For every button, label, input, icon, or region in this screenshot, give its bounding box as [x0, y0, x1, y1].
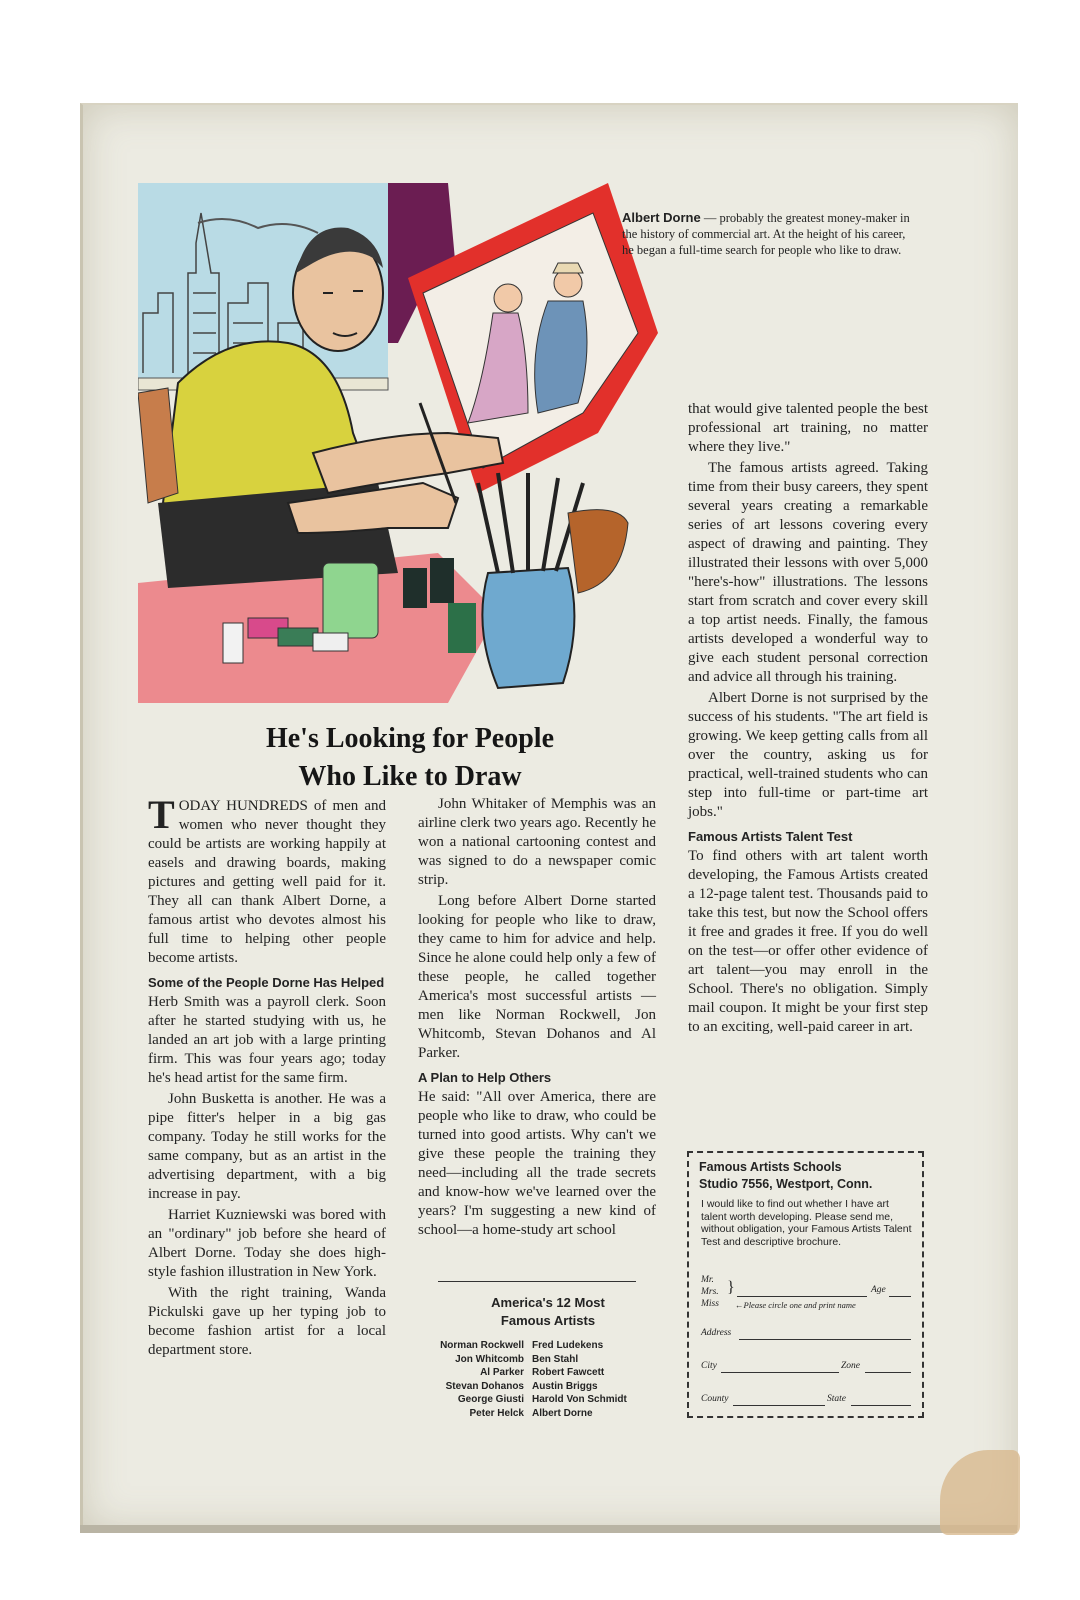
- col1-p1-text: of men and women who never thought they could be artists are working happily at easels and drawing boards, making pictures and getting well paid for it. They all can thank Albert Dorne, a famous artist who devotes almost his full time to helping other people become artists.: [148, 798, 386, 966]
- mr-label[interactable]: Mr.: [701, 1275, 714, 1285]
- lead-in: ODAY HUNDREDS: [178, 798, 308, 814]
- column-3: [688, 400, 928, 1039]
- age-field[interactable]: [889, 1296, 911, 1297]
- artists-list: [412, 1339, 662, 1421]
- age-label: Age: [871, 1285, 886, 1295]
- column-2: [418, 795, 656, 1242]
- caption-name: Albert Dorne: [622, 210, 701, 225]
- brush-jar: [482, 568, 574, 688]
- artist-name: Harold Von Schmidt: [532, 1394, 627, 1406]
- city-field[interactable]: [721, 1372, 839, 1373]
- artist-name: Robert Fawcett: [532, 1367, 605, 1379]
- coupon-title-line-2: Studio 7556, Westport, Conn.: [699, 1177, 873, 1191]
- headline: [140, 720, 680, 796]
- artist-name: Norman Rockwell: [440, 1340, 524, 1351]
- paint-cups: [323, 563, 378, 638]
- subhead-people-helped: Some of the People Dorne Has Helped: [148, 975, 385, 990]
- col3-paragraph-4: To find others with art talent worth developing, the Famous Artists created a 12-page talent test. Thousands paid to take this test, but now the School offers it free and grades it free. If you do well on the test—or offer other evidence of art talent—you may enroll in the School. There's no obligation. Simply mail coupon. It might be your first step to an exciting, well-paid career in art.: [688, 848, 928, 1035]
- artist-row: [412, 1393, 662, 1407]
- artist-row: [412, 1366, 662, 1380]
- chair: [138, 388, 178, 503]
- column-1: [148, 792, 386, 1362]
- ink-bottle-3: [448, 603, 476, 653]
- divider-rule: [438, 1281, 636, 1282]
- col3-paragraph-1: that would give talented people the best professional art training, no matter where they live.": [688, 401, 928, 455]
- col2-paragraph-1: John Whitaker of Memphis was an airline clerk two years ago. Recently he won a national cartooning contest and was signed to do a newspaper comic strip.: [418, 796, 656, 888]
- sketch-man-hat: [553, 263, 583, 273]
- paint-brushes: [478, 473, 583, 573]
- artist-name: George Giusti: [457, 1394, 524, 1406]
- col2-paragraph-3: He said: "All over America, there are people who like to draw, who could be turned into good artists. Why can't we give these people the training they need—including all the trade secrets and know-how we've learned over the years? I'm suggesting a new kind of school—a home-study art school: [418, 1089, 656, 1238]
- mrs-label[interactable]: Mrs.: [701, 1287, 719, 1297]
- subhead-talent-test: Famous Artists Talent Test: [688, 829, 853, 844]
- artist-name: Albert Dorne: [532, 1407, 593, 1419]
- col2-paragraph-2: Long before Albert Dorne started looking for people who like to draw, they came to him for advice and help. Since he alone could help only a few of these people, he called together America's most successful artists —men like Norman Rockwell, Jon Whitcomb, Stevan Dohanos and Al Parker.: [418, 893, 656, 1061]
- artist-name: Peter Helck: [469, 1407, 524, 1419]
- col1-paragraph-4: Harriet Kuzniewski was bored with an "ordinary" job before she heard of Albert Dorne. Today she does high-style fashion illustration in New York.: [148, 1207, 386, 1280]
- state-label: State: [827, 1394, 846, 1404]
- artist-name: Austin Briggs: [532, 1380, 598, 1392]
- circle-note: ←Please circle one and print name: [735, 1300, 856, 1310]
- county-field[interactable]: [733, 1405, 825, 1406]
- col1-paragraph-1: [148, 792, 386, 968]
- artists-title-line-2: Famous Artists: [500, 1313, 596, 1328]
- page-bottom-edge: [80, 1525, 1017, 1533]
- artist-name: Fred Ludekens: [532, 1340, 604, 1351]
- caption-text: — probably the greatest money-maker in the history of commercial art. At the height of his career, he began a full-time search for people who like to draw.: [622, 211, 910, 257]
- headline-line-1: He's Looking for People: [265, 723, 555, 754]
- ink-bottle-2: [430, 558, 454, 603]
- col3-paragraph-3: Albert Dorne is not surprised by the success of his students. "The art field is growing. We keep getting calls from all over the country, asking us for practical, well-trained students who can step into full-time or part-time art jobs.": [688, 690, 928, 820]
- artist-name: Ben Stahl: [532, 1353, 579, 1365]
- albert-dorne-illustration: [138, 183, 668, 703]
- col3-paragraph-2: The famous artists agreed. Taking time from their busy careers, they spent several years creating a remarkable series of art lessons covering every aspect of drawing and painting. They illustrated their lessons with over 5,000 "here's-how" illustrations. The lessons start from scratch and cover every skill a top artist needs. Finally, the famous artists developed a wonderful way to give each student personal correction and advice all through his training.: [688, 460, 928, 685]
- address-field[interactable]: [739, 1339, 911, 1340]
- artists-title: [418, 1294, 678, 1330]
- circle-note-text: Please circle one and print name: [743, 1300, 856, 1310]
- state-field[interactable]: [851, 1405, 911, 1406]
- mail-coupon[interactable]: [687, 1151, 924, 1418]
- coupon-title: [699, 1159, 872, 1193]
- sketch-woman-head: [494, 284, 522, 312]
- artist-name: Jon Whitcomb: [455, 1353, 524, 1365]
- artist-name: Al Parker: [480, 1367, 524, 1379]
- subhead-plan: A Plan to Help Others: [418, 1070, 552, 1085]
- artist-row: [412, 1407, 662, 1421]
- drop-cap: T: [148, 792, 175, 837]
- bowl: [568, 510, 628, 593]
- coupon-title-line-1: Famous Artists Schools: [699, 1160, 842, 1174]
- col1-paragraph-5: With the right training, Wanda Pickulski gave up her typing job to become fashion artist for a local department store.: [148, 1285, 386, 1358]
- canvas-drawing: [423, 213, 638, 468]
- headline-line-2: Who Like to Draw: [298, 761, 522, 792]
- illustration-caption: [622, 210, 912, 258]
- zone-field[interactable]: [865, 1372, 911, 1373]
- col1-paragraph-2: Herb Smith was a payroll clerk. Soon after he started studying with us, he landed an art job with a large printing firm. This was four years ago; today he's head artist for the same firm.: [148, 994, 386, 1086]
- city-label: City: [701, 1361, 717, 1371]
- col1-paragraph-3: John Busketta is another. He was a pipe fitter's helper in a big gas company. Today he still works for the same company, but as an artist in the advertising department, with a big increase in pay.: [148, 1091, 386, 1202]
- name-field[interactable]: [737, 1296, 867, 1297]
- ink-bottle-1: [403, 568, 427, 608]
- brace-icon: }: [727, 1279, 735, 1296]
- artist-name: Stevan Dohanos: [445, 1380, 524, 1392]
- miss-label[interactable]: Miss: [701, 1299, 719, 1309]
- county-label: County: [701, 1394, 729, 1404]
- artist-row: [412, 1339, 662, 1353]
- artists-title-line-1: America's 12 Most: [491, 1295, 605, 1310]
- address-label: Address: [701, 1328, 732, 1338]
- sketch-man-overalls: [535, 301, 587, 413]
- coupon-body: I would like to find out whether I have art talent worth developing. Please send me, without obligation, your Famous Artists Talent Test and descriptive brochure.: [701, 1198, 912, 1248]
- artist-row: [412, 1380, 662, 1394]
- zone-label: Zone: [841, 1361, 860, 1371]
- artist-row: [412, 1353, 662, 1367]
